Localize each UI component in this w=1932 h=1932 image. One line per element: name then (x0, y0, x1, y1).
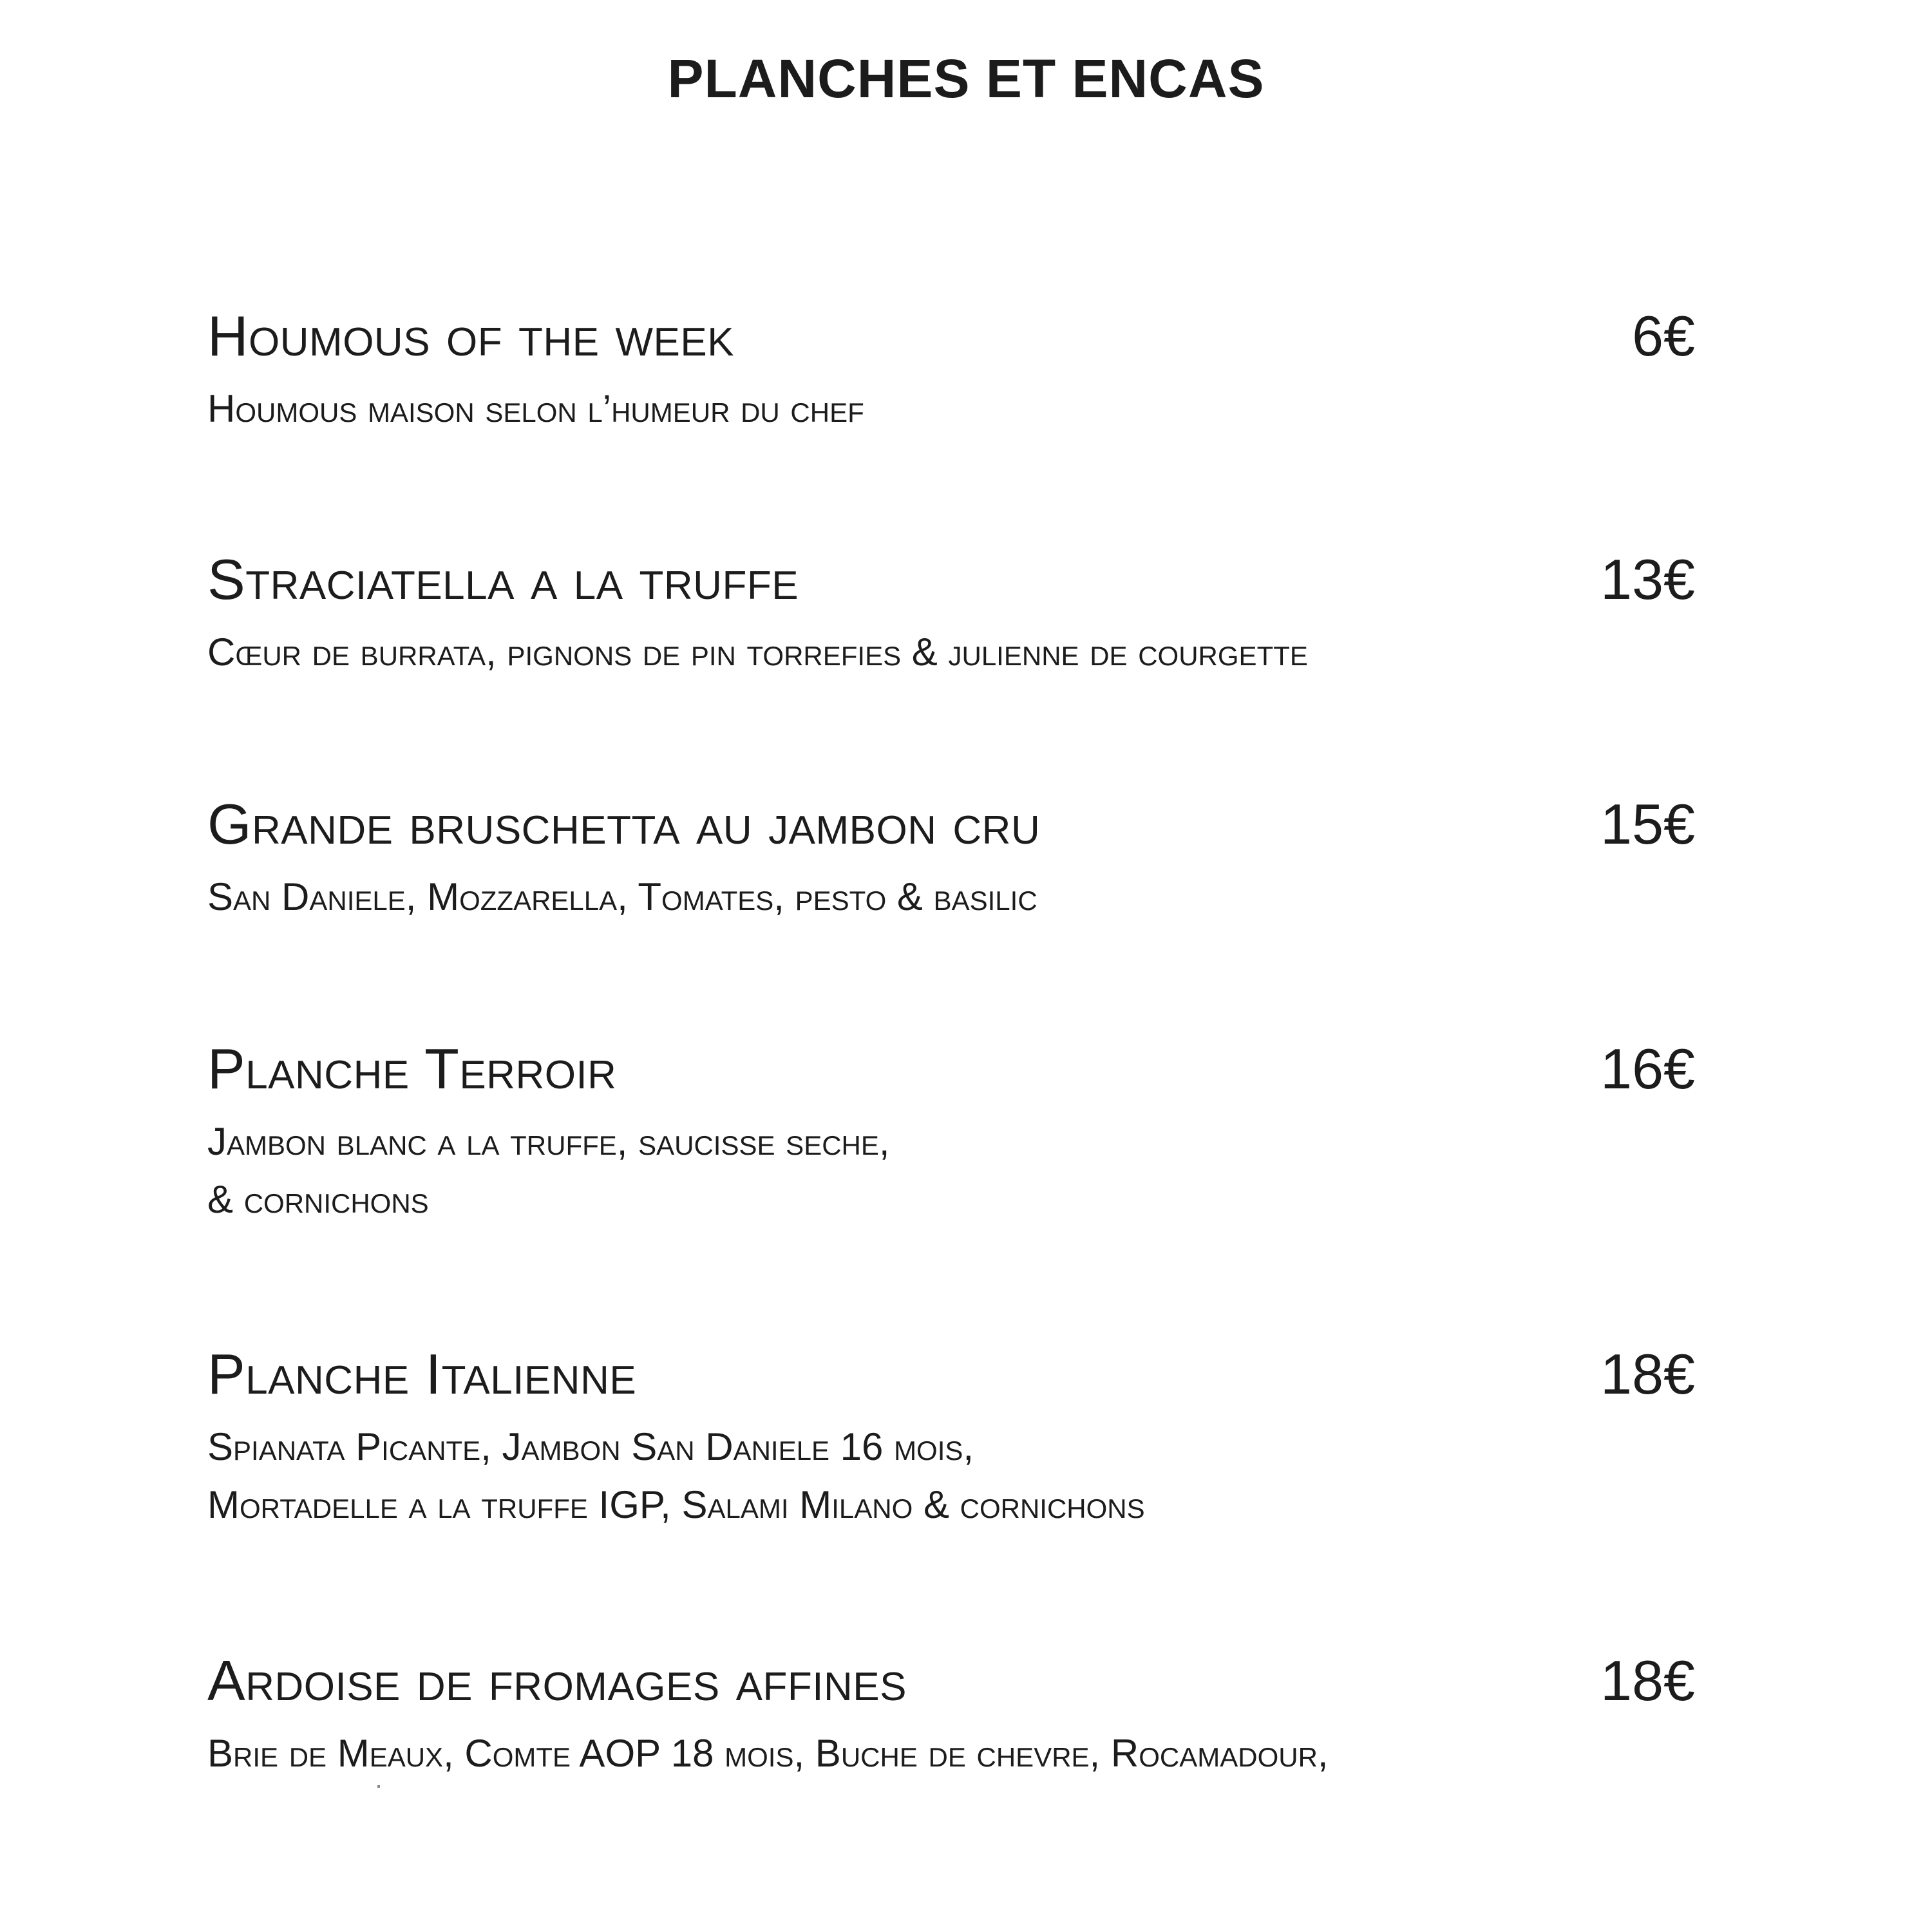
item-price: 18€ (1600, 1342, 1695, 1406)
item-description-line: & cornichons (207, 1178, 429, 1221)
item-description (207, 1418, 1695, 1534)
item-name: Planche Italienne (207, 1342, 637, 1406)
menu-item-planche-italienne (207, 1342, 1695, 1534)
item-price: 15€ (1600, 792, 1695, 856)
item-description-line: Mortadelle a la truffe IGP, Salami Milano & cornichons (207, 1483, 1145, 1526)
scan-speck (377, 1785, 380, 1788)
item-price: 13€ (1600, 547, 1695, 611)
item-description-line: Houmous maison selon l’humeur du chef (207, 387, 864, 430)
item-description (207, 380, 1695, 438)
item-description-line: Cœur de burrata, pignons de pin torrefies & julienne de courgette (207, 630, 1308, 674)
item-name: Ardoise de fromages affines (207, 1649, 907, 1712)
item-name: Grande bruschetta au jambon cru (207, 792, 1041, 856)
item-price: 18€ (1600, 1649, 1695, 1712)
item-name: Planche Terroir (207, 1037, 617, 1101)
item-description-line: San Daniele, Mozzarella, Tomates, pesto & basilic (207, 875, 1037, 918)
menu-item-ardoise-fromages (207, 1649, 1695, 1783)
item-description (207, 1725, 1695, 1783)
menu-item-straciatella (207, 547, 1695, 681)
page-title: PLANCHES ET ENCAS (667, 48, 1265, 109)
menu-item-planche-terroir (207, 1037, 1695, 1229)
item-name: Straciatella a la truffe (207, 547, 799, 611)
item-name: Houmous of the week (207, 304, 735, 368)
item-description (207, 623, 1695, 681)
item-description-line: Spianata Picante, Jambon San Daniele 16 mois, (207, 1425, 974, 1468)
item-price: 16€ (1600, 1037, 1695, 1101)
item-description (207, 868, 1695, 926)
item-price: 6€ (1632, 304, 1695, 368)
item-description (207, 1113, 1695, 1229)
item-description-line: Brie de Meaux, Comte AOP 18 mois, Buche de chevre, Rocamadour, (207, 1732, 1329, 1775)
menu-item-houmous (207, 304, 1695, 438)
item-description-line: Jambon blanc a la truffe, saucisse seche, (207, 1120, 890, 1163)
menu-item-bruschetta (207, 792, 1695, 926)
